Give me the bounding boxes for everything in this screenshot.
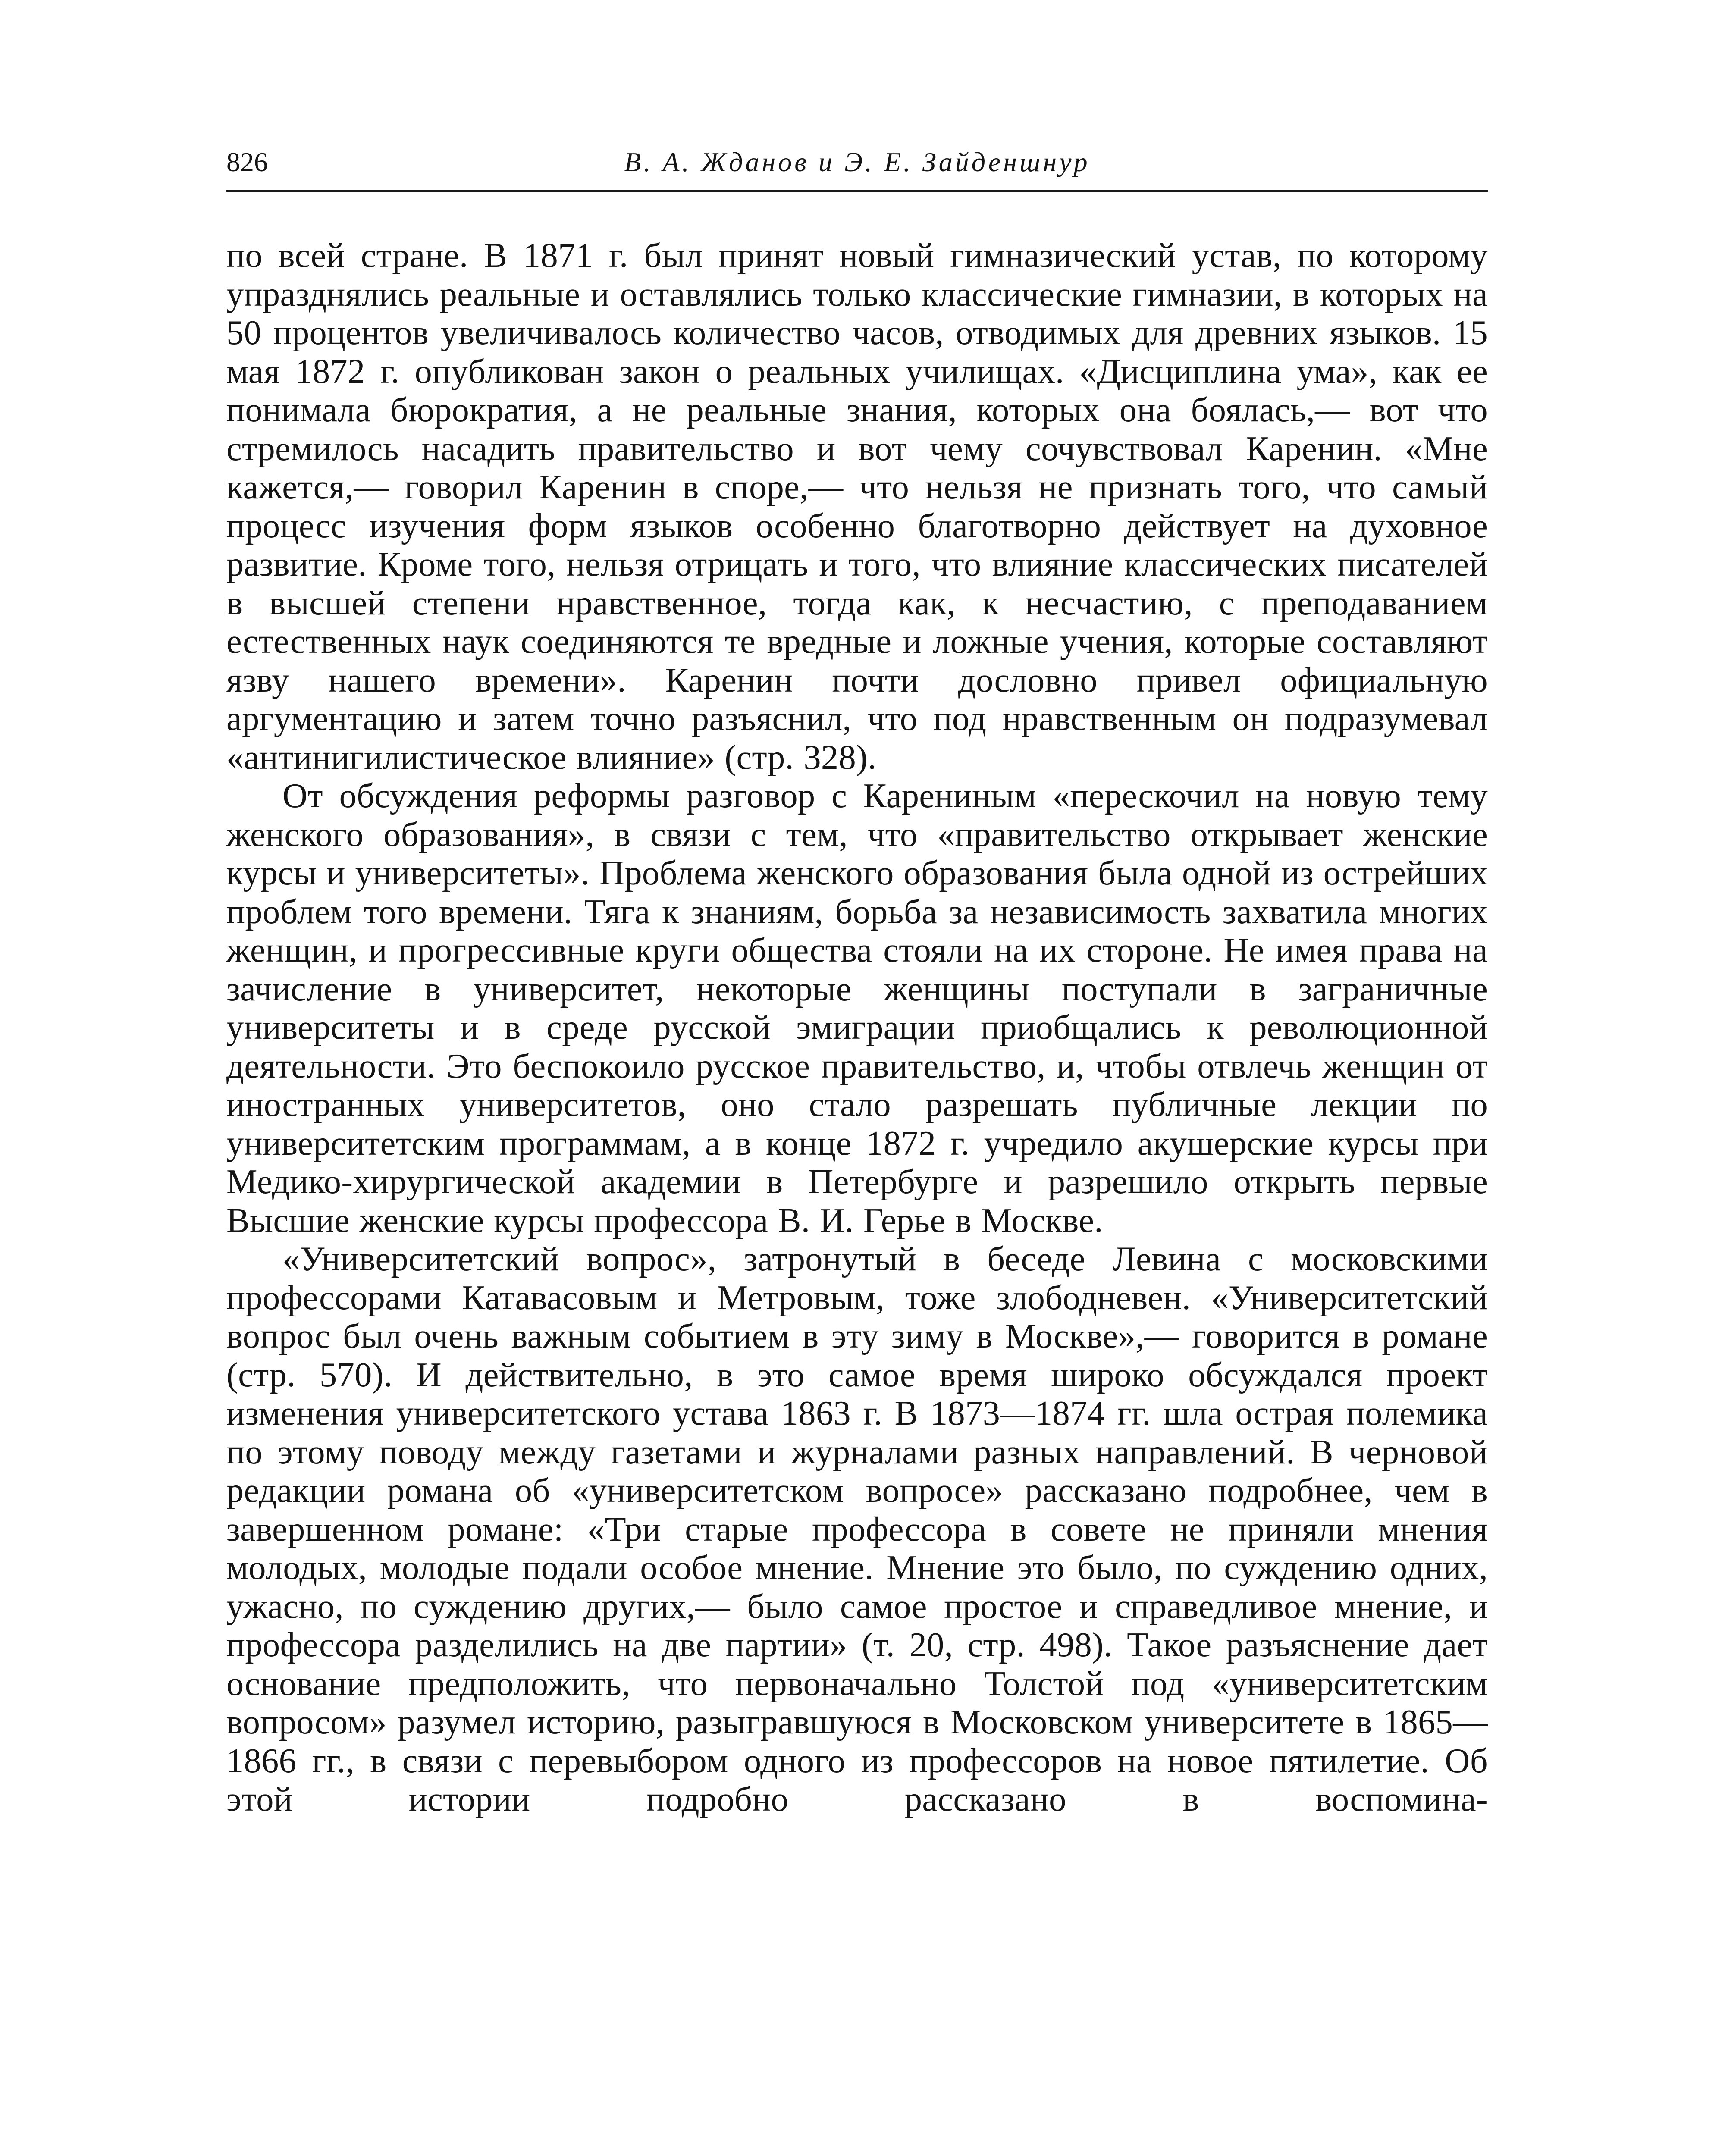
running-head <box>226 142 1488 185</box>
paragraph-1: по всей стране. В 1871 г. был принят новый гимназический устав, по которому упразднялись реальные и оставлялись только классические гимназии, в которых на 50 процентов увеличивалось количество часов, отводимых для древних языков. 15 мая 1872 г. опубликован закон о реальных училищах. «Дисциплина ума», как ее понимала бюрократия, а не реальные знания, которых она боялась,— вот что стремилось насадить правительство и вот чему сочувствовал Каренин. «Мне кажется,— говорил Каренин в споре,— что нельзя не признать того, что самый процесс изучения форм языков особенно благотворно действует на духовное развитие. Кроме того, нельзя отрицать и того, что влияние классических писателей в высшей степени нравственное, тогда как, к несчастию, с преподаванием естественных наук соединяются те вредные и ложные учения, которые составляют язву нашего времени». Каренин почти дословно привел официальную аргументацию и затем точно разъяснил, что под нравственным он подразумевал «антинигилистическое влияние» (стр. 328). <box>226 236 1488 777</box>
header-divider <box>226 190 1488 192</box>
page-number: 826 <box>226 147 268 177</box>
paragraph-3: «Университетский вопрос», затронутый в беседе Левина с московскими профессорами Катавасовым и Метровым, тоже злободневен. «Университетский вопрос был очень важным событием в эту зиму в Москве»,— говорится в романе (стр. 570). И действительно, в это самое время широко обсуждался проект изменения университетского устава 1863 г. В 1873—1874 гг. шла острая полемика по этому поводу между газетами и журналами разных направлений. В черновой редакции романа об «университетском вопросе» рассказано подробнее, чем в завершенном романе: «Три старые профессора в совете не приняли мнения молодых, молодые подали особое мнение. Мнение это было, по суждению одних, ужасно, по суждению других,— было самое простое и справедливое мнение, и профессора разделились на две партии» (т. 20, стр. 498). Такое разъяснение дает основание предположить, что первоначально Толстой под «университетским вопросом» разумел историю, разыгравшуюся в Московском университете в 1865—1866 гг., в связи с перевыбором одного из профессоров на новое пятилетие. Об этой истории подробно рассказано в воспомина- <box>226 1240 1488 1818</box>
body-text <box>226 236 1488 1819</box>
running-title: В. А. Жданов и Э. Е. Зайденшнур <box>624 147 1090 177</box>
paragraph-2: От обсуждения реформы разговор с Карениным «перескочил на новую тему женского образования», в связи с тем, что «правительство открывает женские курсы и университеты». Проблема женского образования была одной из острейших проблем того времени. Тяга к знаниям, борьба за независимость захватила многих женщин, и прогрессивные круги общества стояли на их стороне. Не имея права на зачисление в университет, некоторые женщины поступали в заграничные университеты и в среде русской эмиграции приобщались к революционной деятельности. Это беспокоило русское правительство, и, чтобы отвлечь женщин от иностранных университетов, оно стало разрешать публичные лекции по университетским программам, а в конце 1872 г. учредило акушерские курсы при Медико-хирургической академии в Петербурге и разрешило открыть первые Высшие женские курсы профессора В. И. Герье в Москве. <box>226 777 1488 1240</box>
